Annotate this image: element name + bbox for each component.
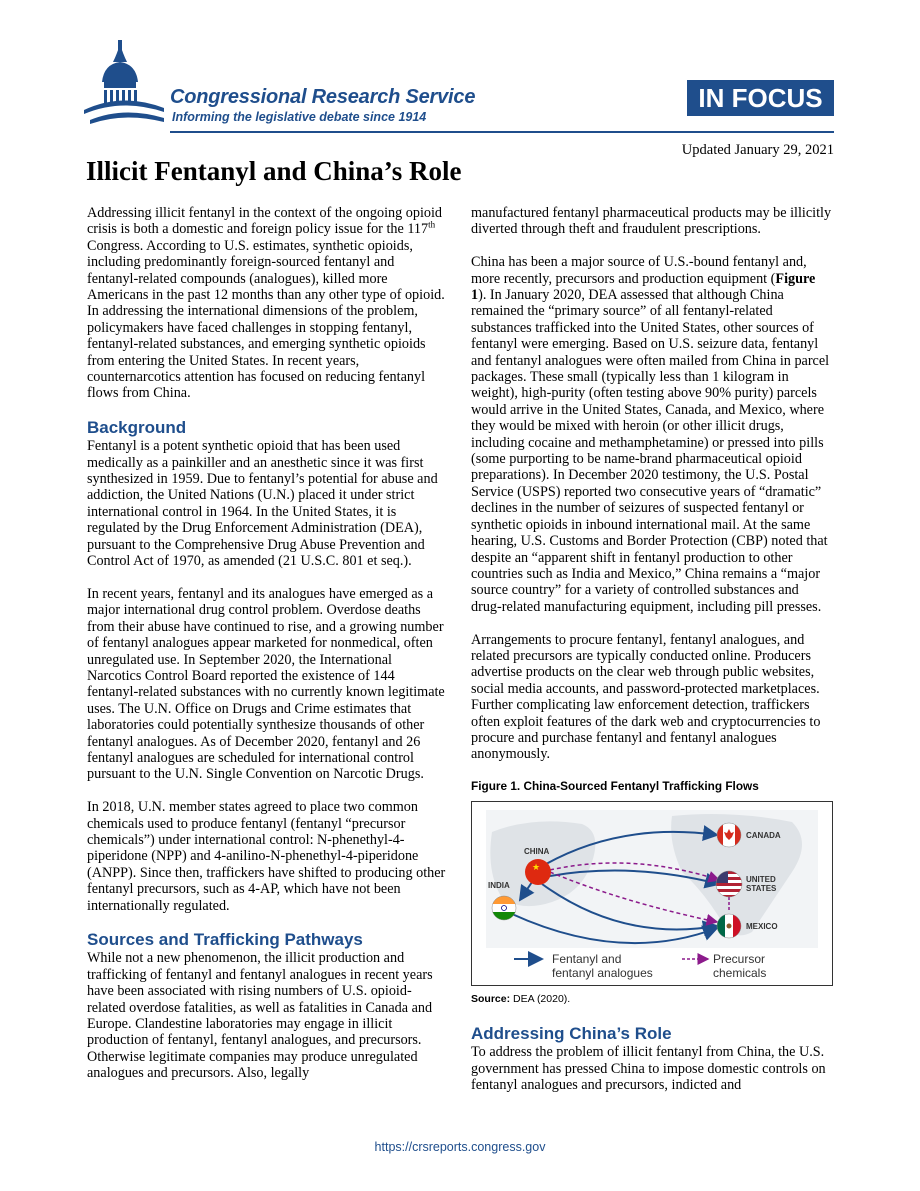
page-header [0,0,920,160]
heading-background: Background [87,418,187,438]
label-india: INDIA [488,881,510,891]
org-name: Congressional Research Service [170,86,476,108]
label-china: CHINA [524,847,550,857]
intro-paragraph: Addressing illicit fentanyl in the context of the ongoing opioid crisis is both a domestic and foreign policy issue for the 117th Congress. According to U.S. estimates, synthetic opioids, including predominantly foreign-sourced fentanyl and fentanyl-related compounds (analogues), killed more Americans in the past 12 months than any other type of opioid. In addressing the international dimensions of the problem, policymakers have faced challenges in stopping fentanyl, fentanyl-related substances, and emerging synthetic opioids from entering the United States. In recent years, counternarcotics attention has focused on reducing fentanyl flows from China. [87,205,445,402]
background-paragraph-3: In 2018, U.N. member states agreed to place two common chemicals used to produce fentanyl (fentanyl “precursor chemicals”) under international control: N-phenethyl-4-piperidone (NPP) and 4-anilino-N-phenethyl-4-piperidone (ANPP). Since then, traffickers have shifted to producing other fentanyl precursors, such as 4-AP, which have not been internationally regulated. [87,799,446,914]
addressing-paragraph-1: To address the problem of illicit fentanyl from China, the U.S. government has pressed China to impose domestic controls on fentanyl analogues and precursors, indicted and [471,1044,826,1093]
sources-paragraph-1: While not a new phenomenon, the illicit production and trafficking of fentanyl and fentanyl analogues in recent years have been associated with rising numbers of U.S. opioid-related overdose fatalities, as well as fatalities in Canada and Europe. Clandestine laboratories may engage in illicit production of fentanyl, fentanyl analogues, and precursors. Otherwise legitimate companies may produce unregulated analogues and precursors. Also, legally [87,950,433,1082]
legend-solid-label-2: fentanyl analogues [552,966,653,981]
legend-dashed-label-2: chemicals [713,966,767,981]
figure-1-reference: Figure 1 [471,270,816,304]
trafficking-flow-figure [471,801,833,986]
legend-solid-label-1: Fentanyl and [552,952,622,967]
label-us-line2: STATES [746,884,777,894]
right-column [471,205,833,1110]
label-us-line1: UNITED [746,875,776,885]
legend-dashed-label-1: Precursor [713,952,766,967]
svg-text:★: ★ [532,863,541,874]
right-paragraph-2: China has been a major source of U.S.-bound fentanyl and, more recently, precursors and production equipment (Figure 1). In January 2020, DEA assessed that although China remained the “primary source” of all fentanyl-related substances trafficked into the United States, other sources of fentanyl were emerging. Based on U.S. seizure data, fentanyl and fentanyl analogues were often mailed from China in parcel packages. These small (typically less than 1 kilogram in weight), high-purity (often testing above 90% purity) parcels would arrive in the United States, Canada, and Mexico, where they would be mixed with heroin (or other illicit drugs, including cocaine and methamphetamine) or pressed into pills (some purporting to be name-brand pharmaceutical opioid preparations). In December 2020 testimony, the U.S. Postal Service (USPS) reported two consecutive years of “dramatic” declines in the number of seizures of suspected fentanyl or synthetic opioids in inbound international mail. At the same hearing, U.S. Customs and Border Protection (CBP) noted that despite an “apparent shift in fentanyl production to other countries such as India and Mexico,” China remains a “major source country” for a variety of controlled substances and drug-related manufacturing equipment, including pill presses. [471,254,830,615]
figure-source: Source: DEA (2020). [471,993,571,1006]
right-paragraph-3: Arrangements to procure fentanyl, fentanyl analogues, and related precursors are typically conducted online. Producers advertise products on the clear web through public websites, social media accounts, and password-protected marketplaces. Further complicating law enforcement detection, traffickers often exploit features of the dark web and cryptocurrencies to procure and purchase fentanyl and fentanyl analogues anonymously. [471,631,821,763]
india-flag-icon [492,896,516,920]
figure-caption: Figure 1. China-Sourced Fentanyl Trafficking Flows [471,779,759,794]
capitol-dome-logo [82,40,164,130]
heading-sources: Sources and Trafficking Pathways [87,930,363,950]
label-mexico: MEXICO [746,922,778,932]
header-rule [170,131,834,133]
left-column [87,205,449,1098]
right-paragraph-1: manufactured fentanyl pharmaceutical products may be illicitly diverted through theft and fraudulent prescriptions. [471,205,832,238]
trafficking-map [472,802,832,985]
in-focus-badge: IN FOCUS [687,80,834,116]
page-title: Illicit Fentanyl and China’s Role [86,156,462,186]
org-tagline: Informing the legislative debate since 1914 [172,110,427,124]
background-paragraph-1: Fentanyl is a potent synthetic opioid that has been used medically as a painkiller and an anesthetic since it was first synthesized in 1959. Due to fentanyl’s potential for abuse and addiction, the United Nations (U.N.) placed it under strict international control in 1964. In the United States, it is regulated by the Drug Enforcement Administration (DEA), pursuant to the Comprehensive Drug Abuse Prevention and Control Act of 1970, as amended (21 U.S.C. 801 et seq.). [87,438,438,570]
canada-flag-icon [717,823,741,847]
heading-addressing-china: Addressing China’s Role [471,1024,672,1044]
mexico-flag-icon [717,914,741,938]
footer-url[interactable]: https://crsreports.congress.gov [374,1140,546,1154]
china-flag-icon [525,859,551,885]
updated-date: Updated January 29, 2021 [681,142,834,158]
label-canada: CANADA [746,831,781,841]
background-paragraph-2: In recent years, fentanyl and its analogues have emerged as a major international drug control problem. Overdose deaths from their abuse have continued to rise, and a growing number of fentanyl analogues appear marketed for nonmedical, often unregulated use. In September 2020, the International Narcotics Control Board reported the existence of 144 fentanyl-related substances with no currently known legitimate uses. The U.N. Office on Drugs and Crime estimates that laboratories could potentially synthesize thousands of other fentanyl analogues. As of December 2020, fentanyl and 26 fentanyl analogues are scheduled for international control pursuant to the U.N. Single Convention on Narcotic Drugs. [87,585,445,783]
